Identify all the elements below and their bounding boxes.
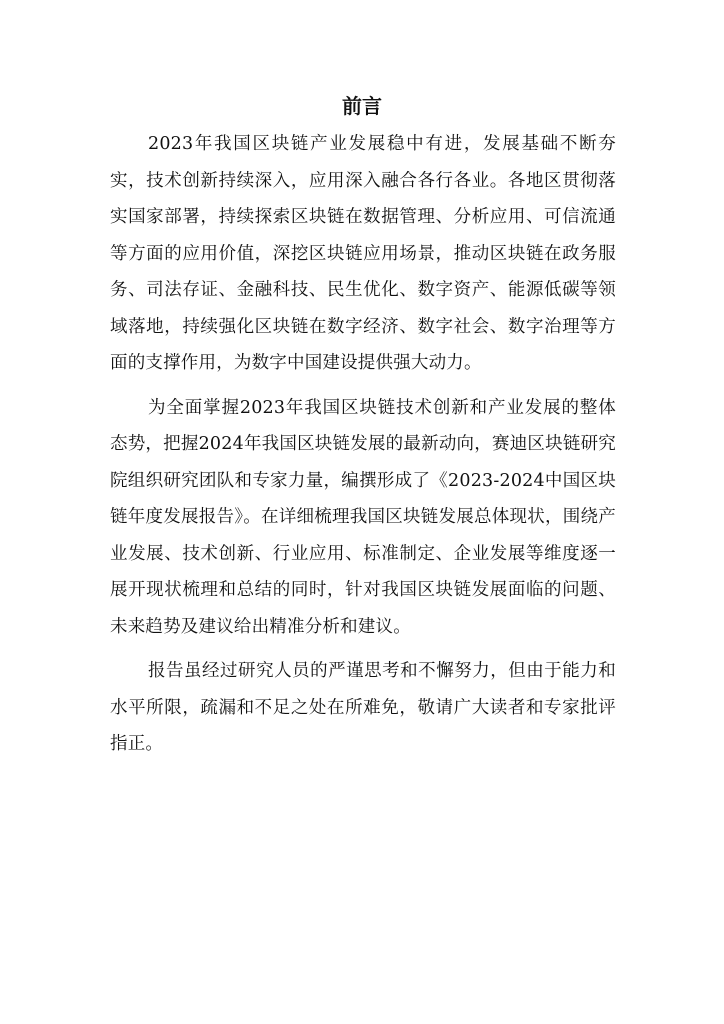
paragraph-3: 报告虽经过研究人员的严谨思考和不懈努力，但由于能力和水平所限，疏漏和不足之处在所难免，敬请广大读者和专家批评指正。 bbox=[110, 661, 616, 754]
paragraph-2: 为全面掌握2023年我国区块链技术创新和产业发展的整体态势，把握2024年我国区块链发展的最新动向，赛迪区块链研究院组织研究团队和专家力量，编撰形成了《2023-2024中国区块链年度发展报告》。在详细梳理我国区块链发展总体现状，围绕产业发展、技术创新、行业应用、标准制定、企业发展等维度逐一展开现状梳理和总结的同时，针对我国区块链发展面临的问题、未来趋势及建议给出精准分析和建议。 bbox=[110, 397, 616, 637]
page-title: 前言 bbox=[342, 94, 382, 118]
document-body bbox=[110, 126, 616, 771]
paragraph-1: 2023年我国区块链产业发展稳中有进，发展基础不断夯实，技术创新持续深入，应用深入融合各行各业。各地区贯彻落实国家部署，持续探索区块链在数据管理、分析应用、可信流通等方面的应用价值，深挖区块链应用场景，推动区块链在政务服务、司法存证、金融科技、民生优化、数字资产、能源低碳等领域落地，持续强化区块链在数字经济、数字社会、数字治理等方面的支撑作用，为数字中国建设提供强大动力。 bbox=[110, 134, 616, 373]
